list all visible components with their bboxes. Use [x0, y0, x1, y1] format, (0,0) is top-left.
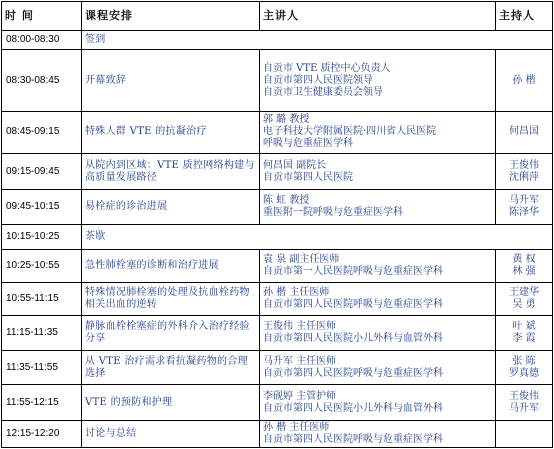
schedule-row: [2, 31, 553, 50]
row-time: 08:00-08:30: [2, 31, 82, 50]
schedule-row: [2, 153, 553, 190]
host-line: 林 强: [512, 265, 536, 277]
header-host: 主持人: [496, 2, 553, 31]
row-topic: VTE 的预防和护理: [82, 385, 260, 421]
row-topic: 特殊情况肺栓塞的处理及抗血栓药物相关出血的逆转: [82, 283, 260, 316]
speaker-line: 孙 楷 主任医师: [263, 287, 330, 299]
host-line: 罗真德: [509, 367, 539, 379]
host-line: 马升军: [509, 402, 539, 414]
row-time: 10:15-10:25: [2, 224, 82, 249]
host-line: 王俊伟: [509, 159, 539, 171]
row-topic: 签到: [82, 31, 553, 50]
speaker-line: 何昌国 副院长: [263, 159, 327, 171]
speaker-line: 郭 璐 教授: [263, 114, 310, 126]
speaker-line: 自贡市第四人民医院领导: [263, 74, 373, 86]
speaker-line: 呼吸与危重症医学科: [263, 138, 353, 150]
speaker-line: 王俊伟 主任医师: [263, 321, 337, 333]
speaker-line: 电子科技大学附属医院·四川省人民医院: [263, 126, 437, 138]
host-line: 张 陈: [512, 355, 536, 367]
speaker-line: 自贡市第四人民医院小儿外科与血管外科: [263, 402, 443, 414]
row-topic: 从 VTE 治疗需求看抗凝药物的合理选择: [82, 350, 260, 384]
speaker-line: 自贡市 VTE 质控中心负责人: [263, 62, 391, 74]
row-speaker: [260, 190, 496, 224]
row-topic: 静脉血栓栓塞症的外科介入治疗经验分享: [82, 316, 260, 350]
schedule-row: [2, 283, 553, 316]
speaker-line: 自贡市第四人民医院呼吸与危重症医学科: [263, 367, 443, 379]
host-line: 孙 楷: [512, 74, 536, 86]
row-host: [496, 249, 553, 282]
row-time: 08:30-08:45: [2, 50, 82, 111]
row-speaker: [260, 283, 496, 316]
host-line: 马升军: [509, 195, 539, 207]
host-line: 叶 斌: [512, 321, 536, 333]
host-line: 吴 勇: [512, 299, 536, 311]
schedule-body: [2, 31, 553, 448]
schedule-row: [2, 111, 553, 153]
row-time: 11:55-12:15: [2, 385, 82, 421]
schedule-row: [2, 50, 553, 111]
row-speaker: [260, 385, 496, 421]
row-topic: 茶歇: [82, 224, 553, 249]
speaker-line: 李砚婷 主管护师: [263, 390, 337, 402]
host-line: 李 霞: [512, 333, 536, 345]
row-speaker: [260, 111, 496, 153]
schedule-row: [2, 190, 553, 224]
speaker-line: 自贡市第四人民医院呼吸与危重症医学科: [263, 299, 443, 311]
host-line: 王俊伟: [509, 390, 539, 402]
schedule-row: [2, 249, 553, 282]
row-time: 09:15-09:45: [2, 153, 82, 190]
host-line: 陈泽华: [509, 207, 539, 219]
speaker-line: 自贡市第四人民医院呼吸与危重症医学科: [263, 433, 443, 445]
row-speaker: [260, 316, 496, 350]
row-topic: 急性肺栓塞的诊断和治疗进展: [82, 249, 260, 282]
row-speaker: [260, 50, 496, 111]
row-topic: 特殊人群 VTE 的抗凝治疗: [82, 111, 260, 153]
speaker-line: 自贡市第四人民医院: [263, 171, 353, 183]
schedule-row: [2, 224, 553, 249]
row-speaker: [260, 350, 496, 384]
header-speaker: 主讲人: [260, 2, 496, 31]
row-host: [496, 350, 553, 384]
schedule-row: [2, 316, 553, 350]
row-time: 11:35-11:55: [2, 350, 82, 384]
row-time: 12:15-12:20: [2, 420, 82, 447]
host-line: 沈俐萍: [509, 171, 539, 183]
row-host: [496, 153, 553, 190]
row-time: 09:45-10:15: [2, 190, 82, 224]
header-time: 时 间: [2, 2, 82, 31]
speaker-line: 自贡市第四人民医院小儿外科与血管外科: [263, 333, 443, 345]
host-line: 王建华: [509, 287, 539, 299]
speaker-line: 重医附一院呼吸与危重症医学科: [263, 207, 403, 219]
speaker-line: 马升军 主任医师: [263, 355, 337, 367]
row-topic: 讨论与总结: [82, 420, 260, 447]
speaker-line: 陈 虹 教授: [263, 195, 310, 207]
row-topic: 开幕致辞: [82, 50, 260, 111]
row-speaker: [260, 249, 496, 282]
row-time: 10:25-10:55: [2, 249, 82, 282]
row-host: [496, 316, 553, 350]
schedule-table: [1, 1, 553, 448]
row-host: [496, 420, 553, 447]
row-speaker: [260, 153, 496, 190]
speaker-line: 袁 泉 副主任医师: [263, 253, 340, 265]
row-host: [496, 190, 553, 224]
row-host: [496, 385, 553, 421]
header-row: [2, 2, 553, 31]
row-time: 11:15-11:35: [2, 316, 82, 350]
schedule-row: [2, 385, 553, 421]
host-line: 何昌国: [509, 126, 539, 138]
speaker-line: 孙 楷 主任医师: [263, 421, 330, 433]
host-line: 黄 权: [512, 253, 536, 265]
schedule-row: [2, 420, 553, 447]
speaker-line: 自贡市第一人民医院呼吸与危重症医学科: [263, 265, 443, 277]
row-time: 10:55-11:15: [2, 283, 82, 316]
row-topic: 从院内到区域：VTE 质控网络构建与高质量发展路径: [82, 153, 260, 190]
schedule-row: [2, 350, 553, 384]
row-host: [496, 50, 553, 111]
speaker-line: 自贡市卫生健康委员会领导: [263, 86, 383, 98]
row-speaker: [260, 420, 496, 447]
row-topic: 易栓症的诊治进展: [82, 190, 260, 224]
header-topic: 课程安排: [82, 2, 260, 31]
row-host: [496, 111, 553, 153]
row-time: 08:45-09:15: [2, 111, 82, 153]
row-host: [496, 283, 553, 316]
